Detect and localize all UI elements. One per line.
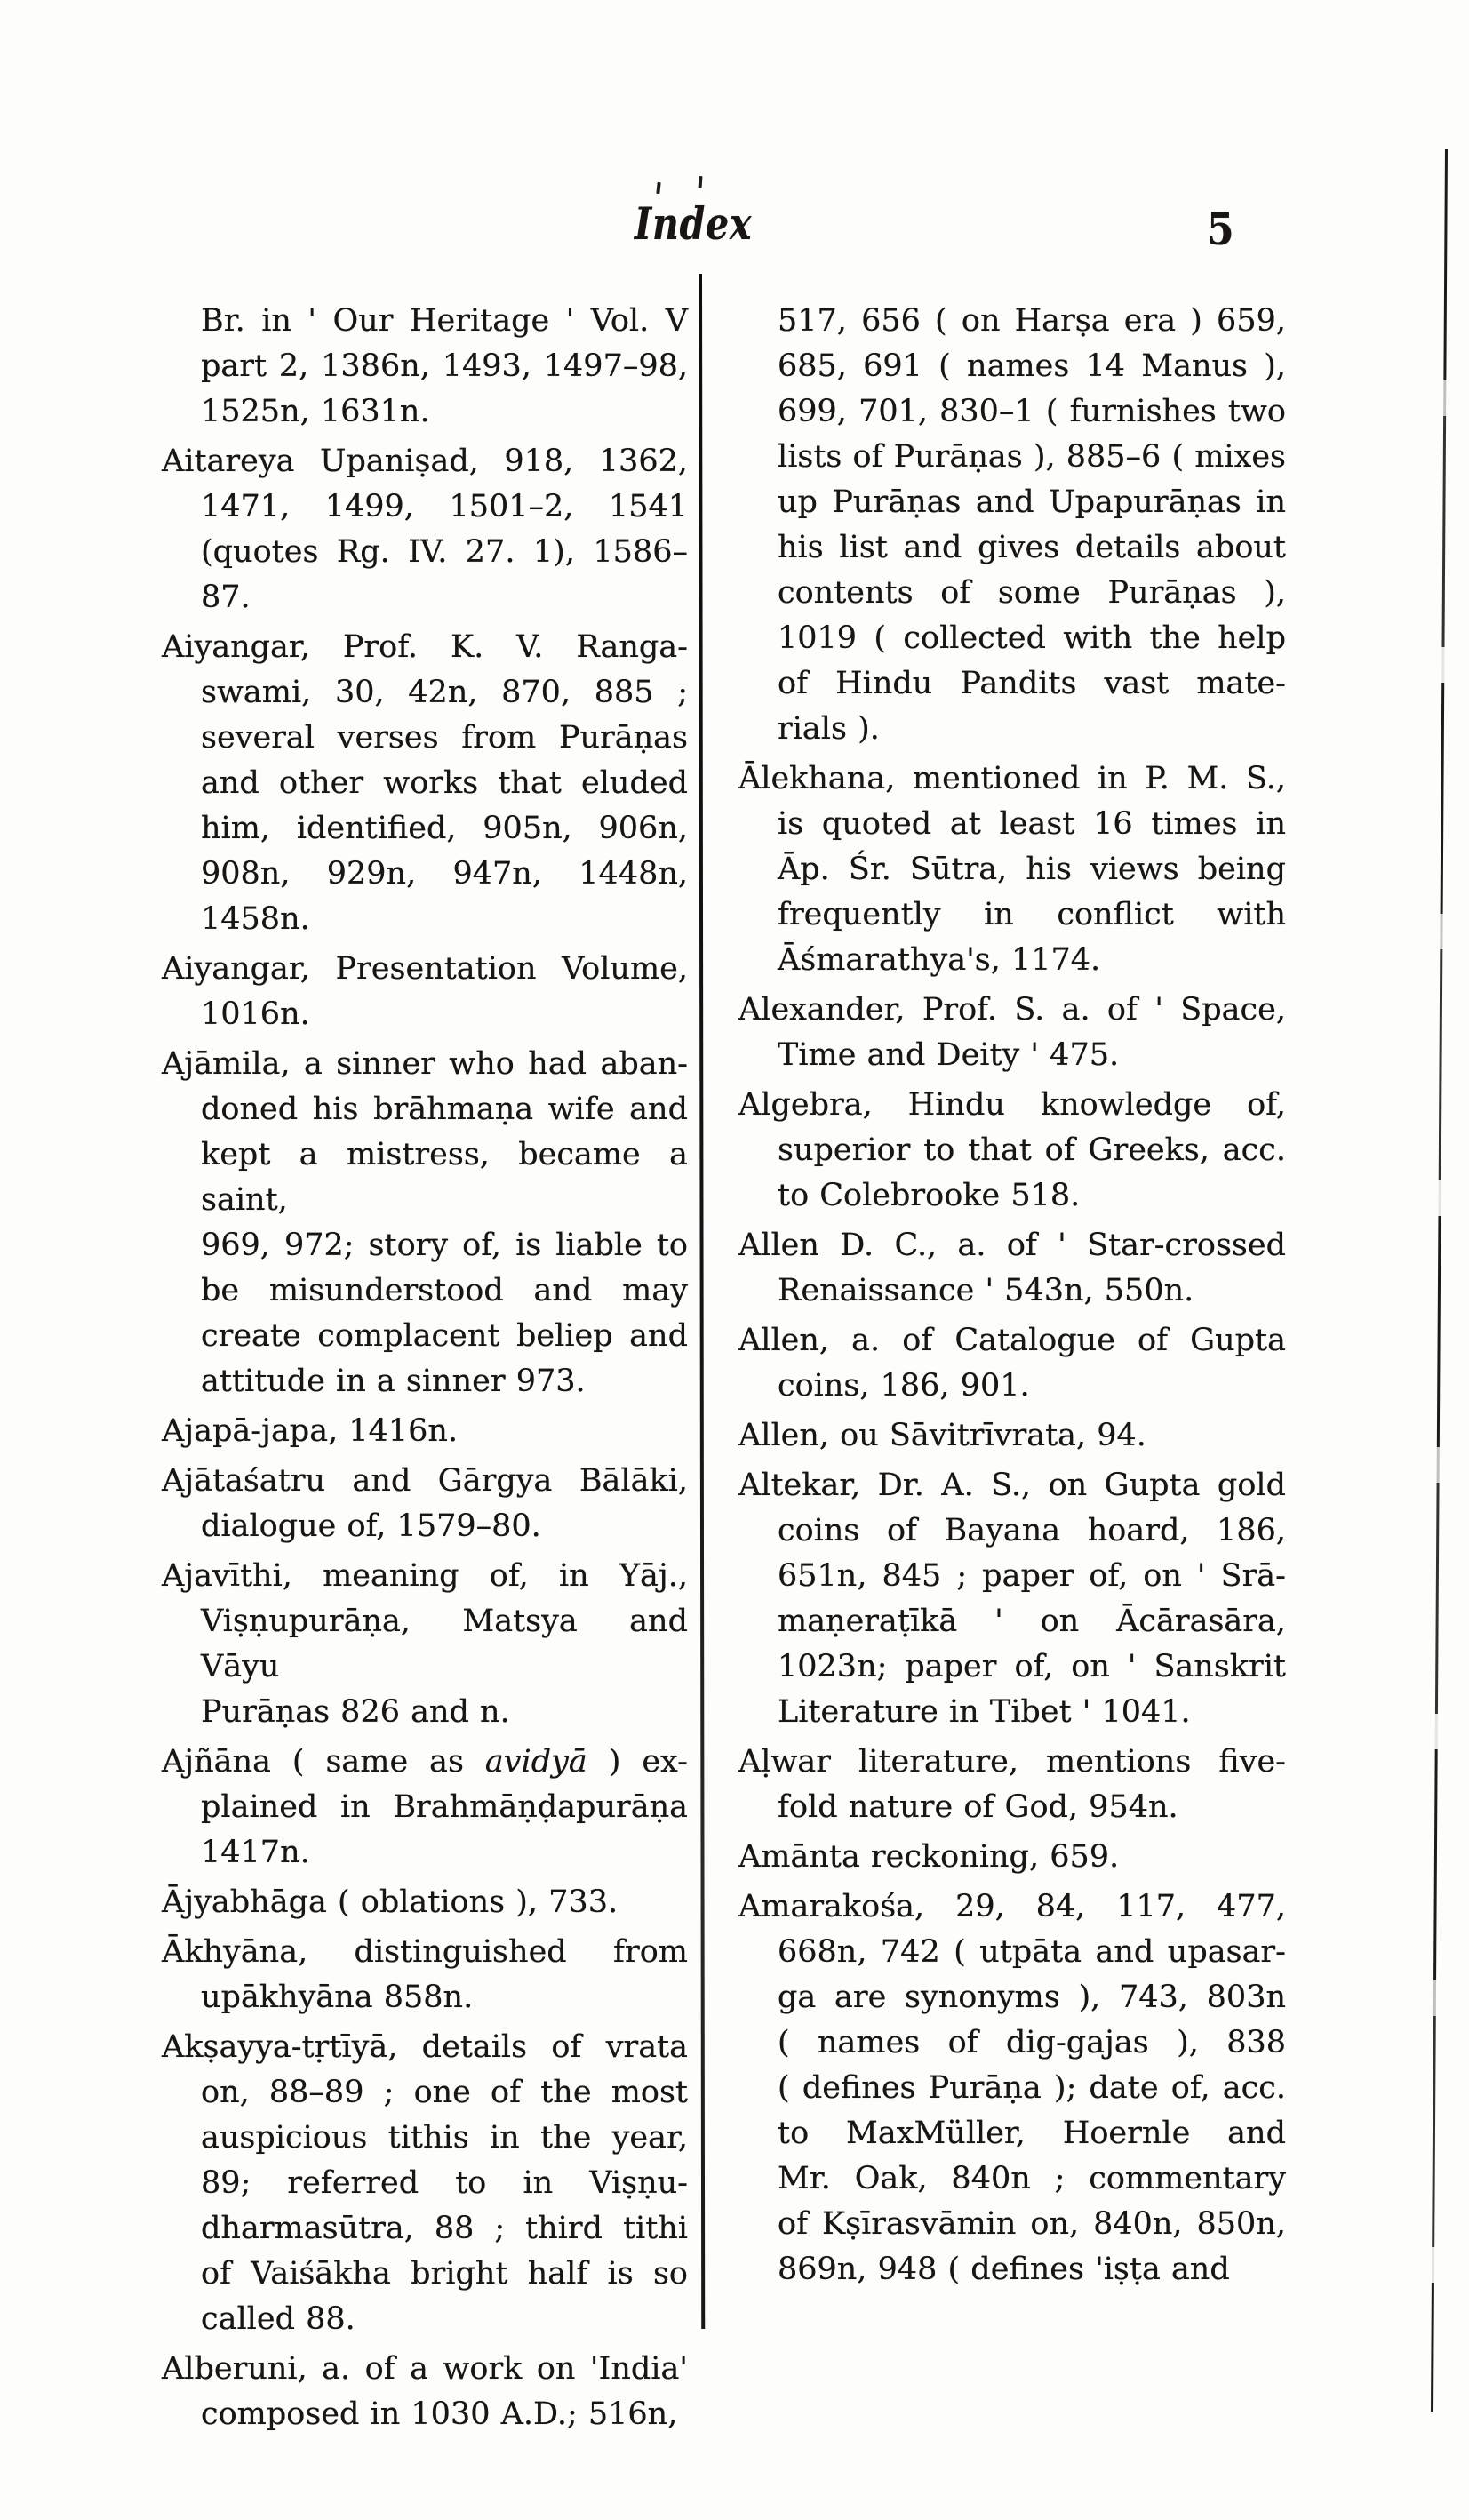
index-line [738, 2247, 1286, 2292]
text-segment: composed in 1030 A.D.; 516n, [201, 2396, 678, 2432]
index-entry [162, 1042, 688, 1404]
text-segment: Purāṇas 826 and n. [201, 1694, 510, 1730]
index-line [738, 1644, 1286, 1690]
index-line [738, 1884, 1286, 1930]
index-line [738, 525, 1286, 571]
text-segment: 668n, 742 ( utpāta and upasar- [778, 1934, 1286, 1970]
index-entry [162, 1459, 688, 1549]
index-line [738, 1740, 1286, 1785]
text-segment: Ajavīthi, meaning of, in Yāj., [162, 1558, 688, 1594]
index-line [162, 670, 688, 716]
text-segment: 651n, 845 ; paper of, on ' Srā- [778, 1558, 1286, 1594]
index-line [738, 1554, 1286, 1599]
index-line [162, 1268, 688, 1314]
index-line [162, 1504, 688, 1549]
index-line [738, 1128, 1286, 1173]
index-line [162, 947, 688, 992]
text-segment: Alberuni, a. of a work on 'India' [162, 2351, 688, 2387]
text-segment: Aitareya Upaniṣad, 918, 1362, [162, 444, 688, 479]
text-segment: 1471, 1499, 1501–2, 1541 [201, 489, 688, 524]
index-line [738, 707, 1286, 752]
index-line [162, 2347, 688, 2392]
index-entry [162, 947, 688, 1037]
text-segment: ( names of dig-gajas ), 838 [778, 2025, 1286, 2060]
text-segment: frequently in conflict with [778, 897, 1286, 932]
text-segment: upākhyāna 858n. [201, 1980, 474, 2015]
index-line [738, 1508, 1286, 1554]
text-segment: ( defines Purāṇa ); date of, acc. [778, 2070, 1286, 2106]
index-line [738, 1599, 1286, 1644]
index-line [162, 1132, 688, 1223]
index-line [738, 1463, 1286, 1508]
index-line [738, 988, 1286, 1033]
index-entry [738, 1318, 1286, 1409]
index-line [738, 802, 1286, 847]
index-line [162, 1087, 688, 1132]
text-segment: Allen, ou Sāvitrīvrata, 94. [738, 1418, 1146, 1453]
page-title: Index [635, 197, 753, 250]
index-line [738, 756, 1286, 802]
text-segment: called 88. [201, 2301, 355, 2337]
index-line [162, 1930, 688, 1975]
ink-speck [699, 176, 703, 188]
text-segment: Ajātaśatru and Gārgya Bālāki, [162, 1463, 688, 1499]
text-segment: of Hindu Pandits vast mate- [778, 666, 1286, 701]
text-segment: up Purāṇas and Upapurāṇas in [778, 484, 1286, 520]
index-line [162, 344, 688, 389]
text-segment: Br. in ' Our Heritage ' Vol. V [201, 303, 688, 339]
index-line [162, 1409, 688, 1454]
text-segment: be misunderstood and may [201, 1273, 688, 1308]
index-line [738, 1930, 1286, 1975]
index-line [162, 716, 688, 761]
text-segment: and other works that eluded [201, 765, 688, 801]
index-line [162, 1599, 688, 1690]
index-line [738, 1173, 1286, 1219]
index-line [738, 1785, 1286, 1830]
index-line [162, 2025, 688, 2070]
index-line [162, 1785, 688, 1830]
text-segment: 1525n, 1631n. [201, 394, 430, 429]
text-segment: on, 88–89 ; one of the most [201, 2075, 688, 2110]
text-segment: 969, 972; story of, is liable to [201, 1228, 688, 1263]
text-segment: fold nature of God, 954n. [778, 1789, 1178, 1825]
text-segment: Aiyangar, Prof. K. V. Ranga- [162, 629, 688, 665]
index-line [162, 992, 688, 1037]
text-segment: create complacent beliep and [201, 1318, 688, 1354]
text-segment: attitude in a sinner 973. [201, 1364, 586, 1399]
text-segment: superior to that of Greeks, acc. [778, 1132, 1286, 1168]
text-segment: 869n, 948 ( defines 'iṣṭa and [778, 2252, 1230, 2287]
index-line [162, 852, 688, 897]
ink-speck [656, 182, 660, 194]
index-entry [162, 1409, 688, 1454]
index-line [162, 2070, 688, 2116]
text-segment: Altekar, Dr. A. S., on Gupta gold [738, 1468, 1286, 1503]
text-segment: Amarakośa, 29, 84, 117, 477, [738, 1889, 1286, 1924]
index-line [738, 1083, 1286, 1128]
index-entry [162, 1880, 688, 1925]
index-entry [162, 2025, 688, 2342]
index-entry [162, 439, 688, 620]
index-line [738, 2202, 1286, 2247]
text-segment: several verses from Purāṇas [201, 720, 688, 756]
index-entry [738, 1884, 1286, 2292]
text-segment: Alexander, Prof. S. a. of ' Space, [738, 992, 1286, 1028]
index-line [162, 1740, 688, 1785]
text-segment: swami, 30, 42n, 870, 885 ; [201, 675, 688, 710]
text-segment: 699, 701, 830–1 ( furnishes two [778, 394, 1286, 429]
index-entry [162, 1930, 688, 2020]
text-segment: 517, 656 ( on Harṣa era ) 659, [778, 303, 1286, 339]
text-segment: 1458n. [201, 901, 310, 937]
text-segment: Āp. Śr. Sūtra, his views being [778, 852, 1286, 887]
index-line [738, 1268, 1286, 1314]
index-entry [162, 1740, 688, 1876]
index-line [738, 1413, 1286, 1459]
index-line [738, 1690, 1286, 1735]
index-line [738, 299, 1286, 344]
text-segment: his list and gives details about [778, 530, 1286, 565]
text-segment: Viṣṇupurāṇa, Matsya and Vāyu [201, 1604, 688, 1684]
index-line [162, 2297, 688, 2342]
text-segment: of Vaiśākha bright half is so [201, 2256, 688, 2292]
text-segment: dialogue of, 1579–80. [201, 1508, 541, 1544]
index-line [738, 938, 1286, 983]
index-line [738, 435, 1286, 480]
text-segment: ga are synonyms ), 743, 803n [778, 1980, 1286, 2015]
text-segment: Ājyabhāga ( oblations ), 733. [162, 1884, 619, 1920]
index-line [162, 2252, 688, 2297]
index-line [162, 625, 688, 670]
text-segment: Ākhyāna, distinguished from [162, 1934, 688, 1970]
index-line [162, 389, 688, 435]
index-line [162, 1690, 688, 1735]
text-segment: Ajñāna ( same as [162, 1744, 485, 1780]
index-line [738, 2066, 1286, 2111]
index-entry [162, 2347, 688, 2437]
text-segment: 1019 ( collected with the help [778, 620, 1286, 656]
text-segment: coins of Bayana hoard, 186, [778, 1513, 1286, 1548]
text-segment: 908n, 929n, 947n, 1448n, [201, 856, 688, 892]
index-line [162, 1554, 688, 1599]
text-segment: 1417n. [201, 1835, 310, 1870]
index-entry [738, 1740, 1286, 1830]
index-line [162, 2116, 688, 2161]
index-line [162, 484, 688, 530]
index-line [162, 761, 688, 806]
index-line [162, 806, 688, 852]
text-segment: 685, 691 ( names 14 Manus ), [778, 348, 1286, 384]
index-entry [738, 1223, 1286, 1314]
index-line [738, 2156, 1286, 2202]
index-line [738, 1364, 1286, 1409]
italic-term: avidyā [484, 1744, 587, 1780]
index-entry [738, 1413, 1286, 1459]
text-segment: him, identified, 905n, 906n, [201, 811, 688, 846]
text-segment: maṇeraṭīkā ' on Ācārasāra, [778, 1604, 1286, 1639]
text-segment: Aḷwar literature, mentions five- [738, 1744, 1286, 1780]
text-segment: rials ). [778, 711, 880, 747]
index-line [738, 1835, 1286, 1880]
text-segment: auspicious tithis in the year, [201, 2120, 688, 2156]
index-entry [738, 756, 1286, 983]
index-line [738, 344, 1286, 389]
column-divider-rule [699, 274, 705, 2329]
index-line [738, 480, 1286, 525]
text-segment: Literature in Tibet ' 1041. [778, 1694, 1191, 1730]
index-entry [738, 988, 1286, 1078]
text-segment: kept a mistress, became a saint, [201, 1137, 688, 1218]
text-segment: Amānta reckoning, 659. [738, 1839, 1120, 1875]
index-entry [162, 1554, 688, 1735]
text-segment: Algebra, Hindu knowledge of, [738, 1087, 1286, 1123]
text-segment: Allen D. C., a. of ' Star-crossed [738, 1228, 1286, 1263]
index-line [738, 847, 1286, 892]
index-line [162, 299, 688, 344]
index-entry [162, 299, 688, 435]
page-number: 5 [1207, 203, 1234, 255]
index-line [162, 897, 688, 942]
index-line [162, 1314, 688, 1359]
index-line [738, 2111, 1286, 2156]
text-segment: Akṣayya-tṛtīyā, details of vrata [162, 2029, 688, 2065]
text-segment: (quotes Rg. IV. 27. 1), 1586–87. [201, 534, 688, 615]
text-segment: ) ex- [587, 1744, 688, 1780]
page-edge-artifact [1431, 149, 1448, 2412]
text-segment: lists of Purāṇas ), 885–6 ( mixes [778, 439, 1287, 475]
text-segment: plained in Brahmāṇḍapurāṇa [201, 1789, 688, 1825]
index-line [162, 1223, 688, 1268]
text-segment: 89; referred to in Viṣṇu- [201, 2165, 688, 2201]
index-line [162, 1880, 688, 1925]
index-line [738, 1033, 1286, 1078]
index-line [162, 530, 688, 620]
text-segment: coins, 186, 901. [778, 1368, 1030, 1404]
text-segment: is quoted at least 16 times in [778, 806, 1286, 842]
index-line [738, 1223, 1286, 1268]
index-line [738, 661, 1286, 707]
text-segment: to Colebrooke 518. [778, 1178, 1081, 1213]
text-segment: Ālekhana, mentioned in P. M. S., [738, 761, 1286, 796]
index-line [162, 1459, 688, 1504]
text-segment: 1023n; paper of, on ' Sanskrit [778, 1649, 1286, 1684]
index-line [162, 1830, 688, 1876]
index-entry [738, 1463, 1286, 1735]
text-segment: Ajapā-japa, 1416n. [162, 1413, 459, 1449]
text-segment: Ajāmila, a sinner who had aban- [162, 1046, 688, 1082]
index-line [162, 2206, 688, 2252]
index-entry [162, 625, 688, 942]
text-segment: 1016n. [201, 996, 310, 1032]
index-line [738, 571, 1286, 616]
text-segment: Aiyangar, Presentation Volume, [162, 951, 688, 987]
text-segment: contents of some Purāṇas ), [778, 575, 1286, 611]
index-line [162, 2161, 688, 2206]
index-column-left [162, 299, 688, 2442]
index-line [738, 389, 1286, 435]
index-line [738, 1318, 1286, 1364]
index-line [162, 2392, 688, 2437]
index-entry [738, 299, 1286, 752]
text-segment: Allen, a. of Catalogue of Gupta [738, 1323, 1286, 1358]
index-line [162, 1042, 688, 1087]
text-segment: to MaxMüller, Hoernle and [778, 2116, 1286, 2151]
text-segment: Āśmarathya's, 1174. [778, 942, 1101, 978]
index-line [738, 892, 1286, 938]
text-segment: Mr. Oak, 840n ; commentary [778, 2161, 1286, 2196]
index-line [162, 439, 688, 484]
index-line [162, 1975, 688, 2020]
index-line [162, 1359, 688, 1404]
text-segment: part 2, 1386n, 1493, 1497–98, [201, 348, 688, 384]
text-segment: of Kṣīrasvāmin on, 840n, 850n, [778, 2206, 1286, 2242]
index-line [738, 616, 1286, 661]
text-segment: Renaissance ' 543n, 550n. [778, 1273, 1194, 1308]
index-column-right [738, 299, 1286, 2297]
index-line [738, 1975, 1286, 2020]
index-line [738, 2020, 1286, 2066]
text-segment: dharmasūtra, 88 ; third tithi [201, 2211, 688, 2246]
index-entry [738, 1835, 1286, 1880]
text-segment: Time and Deity ' 475. [778, 1037, 1120, 1073]
index-entry [738, 1083, 1286, 1219]
text-segment: doned his brāhmaṇa wife and [201, 1092, 688, 1127]
